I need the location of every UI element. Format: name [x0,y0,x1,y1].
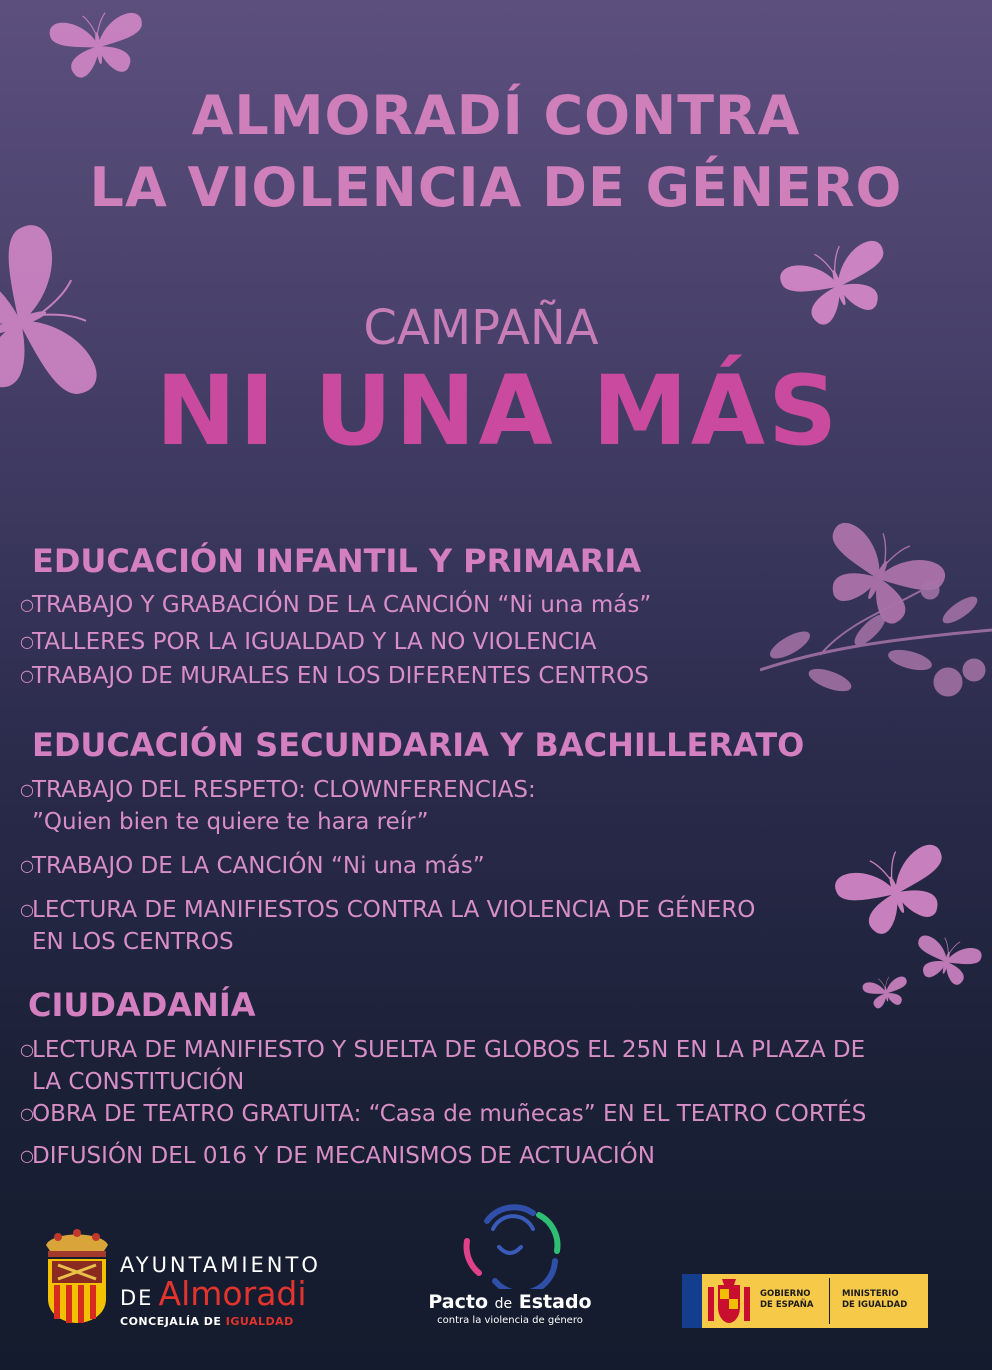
list-item: ○TRABAJO DE MURALES EN LOS DIFERENTES CENTROS [20,660,649,692]
bullet-icon: ○ [20,1104,34,1123]
bullet-icon: ○ [20,900,34,919]
pacto-subtitle: contra la violencia de género [437,1315,583,1326]
bullet-icon: ○ [20,595,34,614]
divider [829,1278,830,1324]
pacto-ring-logo-icon [455,1199,565,1289]
list-item: ○LECTURA DE MANIFIESTO Y SUELTA DE GLOBOS EL 25N EN LA PLAZA DE LA CONSTITUCIÓN [20,1034,865,1098]
pacto-title: Pacto de Estado [428,1291,592,1313]
butterfly-icon [48,8,148,80]
ayuntamiento-de: DE [120,1286,154,1310]
title-line-1: ALMORADÍ CONTRA [191,84,801,147]
section-heading-infantil: EDUCACIÓN INFANTIL Y PRIMARIA [32,542,642,580]
list-item: ○LECTURA DE MANIFIESTOS CONTRA LA VIOLENCIA DE GÉNERO EN LOS CENTROS [20,894,755,958]
bullet-icon: ○ [20,856,34,875]
butterfly-icon [862,972,910,1012]
bullet-icon: ○ [20,780,34,799]
bullet-icon: ○ [20,666,34,685]
coat-of-arms-icon [38,1225,116,1325]
section-heading-secundaria: EDUCACIÓN SECUNDARIA Y BACHILLERATO [32,726,805,764]
ayuntamiento-line1: AYUNTAMIENTO [120,1253,321,1277]
bullet-icon: ○ [20,1146,34,1165]
ministerio-line1: MINISTERIO [842,1289,899,1299]
flower-branch-icon [760,560,992,700]
list-item: ○OBRA DE TEATRO GRATUITA: “Casa de muñecas” EN EL TEATRO CORTÉS [20,1098,866,1130]
list-item: ○TALLERES POR LA IGUALDAD Y LA NO VIOLENCIA [20,626,596,658]
ministerio-line2: DE IGUALDAD [842,1300,908,1310]
footer-logos [0,1195,992,1345]
spain-shield-icon [706,1277,752,1325]
gobierno-line1: GOBIERNO [760,1289,811,1299]
campaign-label: CAMPAÑA [363,300,599,356]
list-item: ○TRABAJO DEL RESPETO: CLOWNFERENCIAS: ”Quien bien te quiere te hara reír” [20,774,536,838]
butterfly-icon [912,930,982,990]
ayuntamiento-town: Almoradi [158,1274,307,1313]
section-heading-ciudadania: CIUDADANÍA [28,986,256,1024]
bullet-icon: ○ [20,1040,34,1059]
ayuntamiento-sub: CONCEJALÍA DE IGUALDAD [120,1315,294,1328]
list-item: ○TRABAJO Y GRABACIÓN DE LA CANCIÓN “Ni una más” [20,589,651,621]
title-line-2: LA VIOLENCIA DE GÉNERO [89,156,903,219]
eu-flag-icon [682,1274,702,1328]
bullet-icon: ○ [20,632,34,651]
gobierno-logo [682,1274,928,1328]
list-item: ○TRABAJO DE LA CANCIÓN “Ni una más” [20,850,485,882]
campaign-name: NI UNA MÁS [155,355,841,467]
gobierno-line2: DE ESPAÑA [760,1300,814,1310]
list-item: ○DIFUSIÓN DEL 016 Y DE MECANISMOS DE ACTUACIÓN [20,1140,655,1172]
